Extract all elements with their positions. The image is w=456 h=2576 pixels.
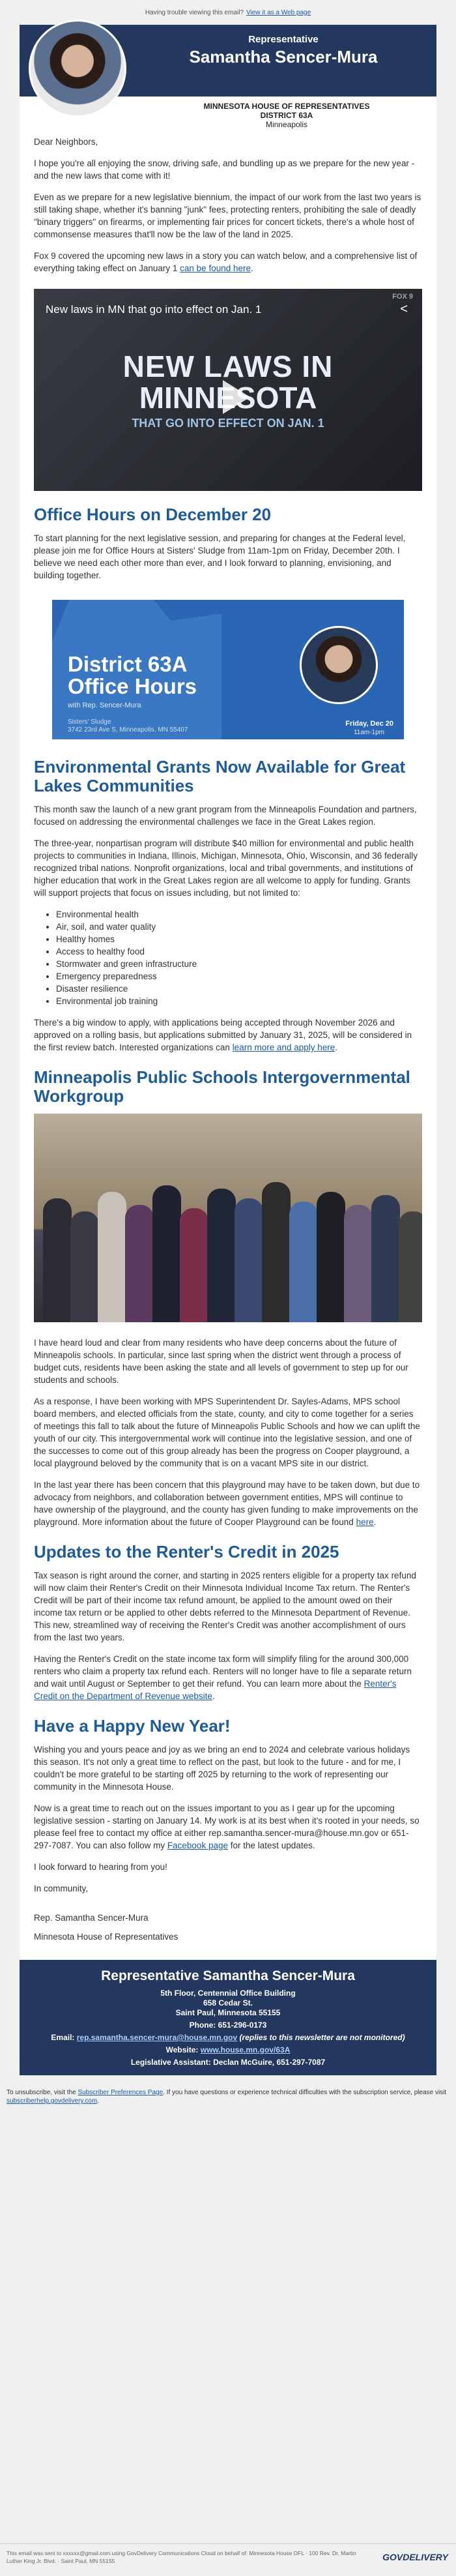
video-logo: FOX 9	[392, 293, 413, 301]
footer	[20, 1960, 436, 2075]
footer-title: Representative Samantha Sencer-Mura	[101, 1968, 355, 1983]
list-item: • Access to healthy food	[56, 945, 422, 958]
list-item: • Environmental job training	[56, 995, 422, 1007]
intro-p2: Even as we prepare for a new legislative biennium, the impact of our work from the last two years is still taking shape, whether it's banning "junk" fees, protecting renters, prohibiting the sale of deadly "binary triggers" on firearms, or implementing fair prices for concert tickets, there's a whole host of commonsense measures that'll now be the law of the land in 2025.	[34, 192, 421, 239]
office-hours-p1: To start planning for the next legislative session, and preparing for changes at the Federal level, please join me for Office Hours at Sisters' Sludge from 11am-1pm on Friday, December 20th. I believe we need each other more than ever, and I look forward to planning, envisioning, and building together.	[34, 533, 406, 580]
new-laws-link[interactable]: can be found here	[180, 263, 251, 273]
mps-p1: I have heard loud and clear from many residents who have deep concerns about the future of Minneapolis schools. In particular, since last spring when the district went through a process of budget cuts, residents have been asking the state and all levels of government to step up for our students and schools.	[34, 1338, 408, 1385]
video-player[interactable]	[34, 289, 422, 491]
greeting: Dear Neighbors,	[34, 137, 98, 147]
footer-address-2: 658 Cedar St.	[203, 1998, 253, 2007]
footer-address-3: Saint Paul, Minnesota 55155	[175, 2008, 281, 2017]
footer-assistant: Legislative Assistant: Declan McGuire, 651-297-7087	[130, 2058, 326, 2067]
header-line1: Representative	[248, 34, 319, 45]
signature-title: Minnesota House of Representatives	[34, 1932, 178, 1942]
mps-p2: As a response, I have been working with MPS Superintendent Dr. Sayles-Adams, MPS school board members, and elected officials from the state, county, and city to come together for a series of meetings this fall to talk about the future of Minneapolis Public Schools and how we can uplift the youth of our city. This intergovernmental work will continue into the legislative session, and one of the successes to come out of this group already has been the progress on Cooper playground, a local playground beloved by the community that is on a vacant MPS site in our district.	[34, 1397, 420, 1468]
list-item: • Disaster resilience	[56, 983, 422, 995]
workgroup-photo	[34, 1114, 422, 1322]
cooper-playground-link[interactable]: here	[356, 1517, 374, 1527]
footer-email-link[interactable]: rep.samantha.sencer-mura@house.mn.gov	[76, 2033, 238, 2042]
footer-email-note: (replies to this newsletter are not monitored)	[239, 2033, 405, 2042]
office-title-1: District 63A	[68, 652, 188, 676]
grants-list	[34, 908, 422, 1007]
govdelivery-logo[interactable]: GOVDELIVERY	[382, 2552, 448, 2562]
list-item: • Healthy homes	[56, 933, 422, 945]
renters-heading: Updates to the Renter's Credit in 2025	[34, 1542, 339, 1562]
mps-p3: In the last year there has been concern that this playground may have to be taken down, but due to advocacy from neighbors, and collaboration between government entities, MPS will continue to have ownership of the playground, and the county has given funding to make improvements on the playground. More information about the future of Cooper Playground can be found here.	[34, 1480, 420, 1527]
video-title: New laws in MN that go into effect on Jan. 1	[46, 303, 262, 316]
newyear-heading: Have a Happy New Year!	[34, 1716, 231, 1736]
renters-credit-link[interactable]: Renter's Credit on the Department of Revenue website	[34, 1679, 397, 1701]
representative-photo	[29, 20, 126, 117]
renters-p2: Having the Renter's Credit on the state income tax form will simplify filing for the around 300,000 renters who claim a property tax refund each. Renters will no longer have to file a separate return and wait until August or September to get their refund. You can learn more about the Renter's Credit on the Department of Revenue website.	[34, 1654, 412, 1701]
sent-to-text: This email was sent to xxxxxx@gmail.com using GovDelivery Communications Cloud on behalf of: Minnesota House DFL · 100 Rev. Dr. Martin Luther King Jr. Blvd. · Saint Paul, MN 55155	[7, 2550, 356, 2564]
list-item: • Stormwater and green infrastructure	[56, 958, 422, 970]
newyear-p2: Now is a great time to reach out on the issues important to you as I gear up for the upcoming legislative session - starting on January 14. My work is at its best when it's rooted in your needs, so please feel free to contact my office at either rep.samantha.sencer-mura@house.mn.gov or 651-297-7087. You can also follow my Facebook page for the latest updates.	[34, 1803, 420, 1850]
grants-p2: The three-year, nonpartisan program will distribute $40 million for environmental and public health projects to communities in Indiana, Illinois, Michigan, Minnesota, Ohio, Wisconsin, and 36 federally recognized tribal nations. Nonprofit organizations, local and tribal governments, and institutions of higher education that work in the Great Lakes region are all welcome to apply for funding. Grants will support projects that focus on issues including, but not limited to:	[34, 838, 418, 898]
office-hours-heading: Office Hours on December 20	[34, 505, 272, 524]
renters-p1: Tax season is right around the corner, and starting in 2025 renters eligible for a property tax refund will now claim their Renter's Credit on their Minnesota Individual Income Tax return. The Renter's Credit will be part of their income tax refund amount, be applied to the amount owed on their income tax return or be applied to other debts referred to the Minnesota Department of Revenue. This new, streamlined way of receiving the Renter's Credit was another accomplishment of ours from the last two years.	[34, 1571, 416, 1642]
grants-p1: This month saw the launch of a new grant program from the Minneapolis Foundation and partners, focused on addressing the environmental challenges we face in the Great Lakes region.	[34, 805, 417, 827]
footer-website-row: Website: www.house.mn.gov/63A	[165, 2045, 291, 2054]
signature-name: Rep. Samantha Sencer-Mura	[34, 1913, 149, 1923]
header-name: Samantha Sencer-Mura	[189, 47, 378, 67]
intro-p3: Fox 9 covered the upcoming new laws in a story you can watch below, and a comprehensive list of everything taking effect on January 1 can be found here.	[34, 251, 418, 273]
footer-address-1: 5th Floor, Centennial Office Building	[160, 1989, 296, 1998]
office-subtitle: with Rep. Sencer-Mura	[68, 702, 141, 709]
office-title-2: Office Hours	[68, 674, 197, 698]
newyear-p4: In community,	[34, 1884, 89, 1893]
list-item: • Environmental health	[56, 908, 422, 921]
footer-website-link[interactable]: www.house.mn.gov/63A	[200, 2045, 291, 2054]
district: DISTRICT 63A	[260, 111, 313, 120]
office-hours-graphic	[52, 600, 404, 739]
apply-link[interactable]: learn more and apply here	[232, 1043, 335, 1052]
unsubscribe-text: To unsubscribe, visit the Subscriber Preferences Page. If you have questions or experience technical difficulties with the subscription service, please visit subscriberhelp.govdelivery.com.	[7, 2089, 447, 2105]
office-time: 11am-1pm	[353, 729, 384, 736]
intro-p1: I hope you're all enjoying the snow, driving safe, and bundling up as we prepare for the new year - and the new laws that come with it!	[34, 158, 415, 181]
list-item: • Emergency preparedness	[56, 970, 422, 983]
footer-phone: Phone: 651-296-0173	[189, 2021, 267, 2030]
video-headline-3: THAT GO INTO EFFECT ON JAN. 1	[132, 417, 324, 430]
newsletter	[20, 25, 436, 2075]
header-banner	[20, 25, 436, 96]
facebook-link[interactable]: Facebook page	[167, 1841, 228, 1850]
office-date: Friday, Dec 20	[345, 720, 393, 728]
footer-email-row: Email: rep.samantha.sencer-mura@house.mn.gov (replies to this newsletter are not monitored)	[51, 2033, 405, 2042]
office-photo	[300, 626, 378, 704]
mps-heading: Minneapolis Public Schools Intergovernmental Workgroup	[34, 1067, 410, 1106]
video-headline-1: NEW LAWS IN	[122, 349, 334, 383]
grants-p3: There's a big window to apply, with applications being accepted through November 2026 and approved on a rolling basis, but applications submitted by January 31, 2025, will be considered in the first review batch. Interested organizations can learn more and apply here.	[34, 1018, 412, 1052]
newyear-p3: I look forward to hearing from you!	[34, 1862, 167, 1872]
view-web-link[interactable]: View it as a Web page	[246, 8, 311, 16]
subscriber-preferences-link[interactable]: Subscriber Preferences Page	[78, 2089, 164, 2096]
chamber: MINNESOTA HOUSE OF REPRESENTATIVES	[203, 102, 370, 111]
office-address: Sisters' Sludge 3742 23rd Ave S, Minneapolis, MN 55407	[68, 718, 188, 733]
list-item: • Air, soil, and water quality	[56, 921, 422, 933]
grants-heading: Environmental Grants Now Available for Great Lakes Communities	[34, 757, 406, 795]
subscriber-help-link[interactable]: subscriberhelp.govdelivery.com	[7, 2097, 98, 2105]
preheader-text: Having trouble viewing this email?	[145, 8, 244, 16]
play-icon[interactable]	[223, 380, 250, 414]
city: Minneapolis	[265, 120, 308, 129]
share-icon[interactable]: <	[400, 302, 408, 316]
newyear-p1: Wishing you and yours peace and joy as we bring an end to 2024 and celebrate various holidays this season. It's not only a great time to reflect on the past, but look to the future - and for me, I couldn't be more grateful to be starting off 2025 by returning to the work of representing our community in the Minnesota House.	[34, 1745, 410, 1792]
video-headline-2: MINNESOTA	[139, 381, 317, 415]
content	[20, 136, 436, 1943]
bottom-bar	[0, 2543, 456, 2576]
